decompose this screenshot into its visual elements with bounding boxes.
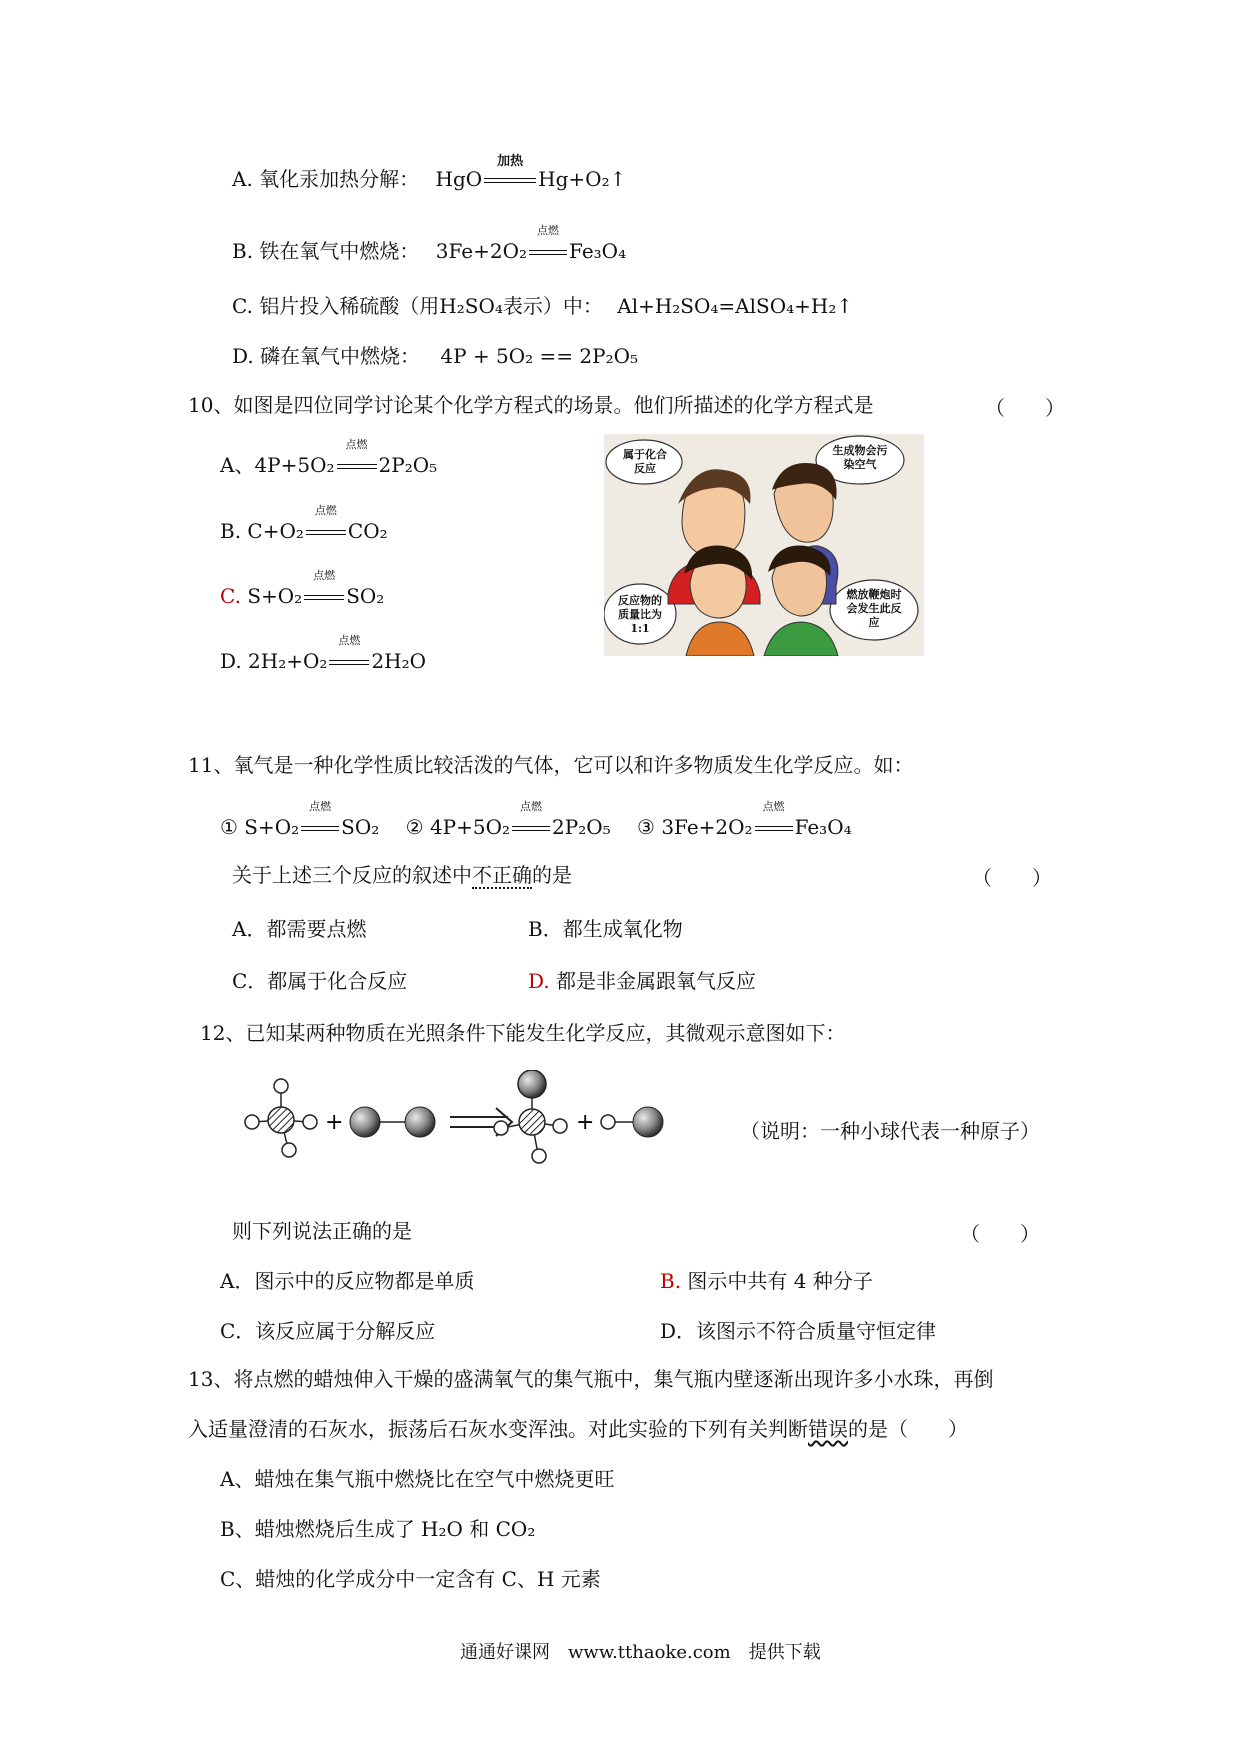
reaction-condition: 加热 [484, 166, 536, 192]
q11-question: 关于上述三个反应的叙述中不正确的是 [232, 863, 572, 887]
q9-option-d: D. 磷在氧气中燃烧： 4P + 5O₂ == 2P₂O₅ [232, 344, 639, 368]
q12-option-b: B. 图示中共有 4 种分子 [660, 1269, 873, 1293]
q12-option-d: D．该图示不符合质量守恒定律 [660, 1319, 937, 1343]
answer-blank: （ ） [960, 1222, 1040, 1246]
q12-stem: 12、已知某两种物质在光照条件下能发生化学反应，其微观示意图如下： [200, 1021, 846, 1045]
q11-reactions: ① S+O₂ 点燃 SO₂ ② 4P+5O₂ 点燃 2P₂O₅ ③ 3Fe+2O₂ 点燃 Fe₃O₄ [220, 800, 852, 839]
q13-option-c: C、蜡烛的化学成分中一定含有 C、H 元素 [220, 1567, 601, 1591]
q11-option-d: D. 都是非金属跟氧气反应 [528, 969, 757, 993]
q10-stem: 10、如图是四位同学讨论某个化学方程式的场景。他们所描述的化学方程式是 [188, 393, 874, 417]
q10-option-c: C. S+O₂ 点燃 SO₂ [220, 569, 385, 608]
q11-option-b: B．都生成氧化物 [528, 917, 683, 941]
q12-option-a: A．图示中的反应物都是单质 [220, 1269, 475, 1293]
q11-option-a: A．都需要点燃 [232, 917, 367, 941]
speech-bubble-3: 反应物的质量比为1:1 [618, 594, 662, 635]
q9-option-c: C. 铝片投入稀硫酸（用H₂SO₄表示）中： Al+H₂SO₄=AlSO₄+H₂↑ [232, 294, 854, 318]
q10-option-a: A、4P+5O₂ 点燃 2P₂O₅ [220, 438, 438, 477]
page-footer: 通通好课网 www.tthaoke.com 提供下载 [460, 1642, 821, 1663]
answer-blank: （ ） [985, 396, 1065, 420]
q11-stem: 11、氧气是一种化学性质比较活泼的气体，它可以和许多物质发生化学反应。如： [188, 753, 914, 777]
q13-stem-line2: 入适量澄清的石灰水，振荡后石灰水变浑浊。对此实验的下列有关判断错误的是（ ） [188, 1417, 968, 1441]
answer-blank: （ ） [972, 866, 1052, 890]
q9-option-b: B. 铁在氧气中燃烧： 3Fe+2O₂ 点燃 Fe₃O₄ [232, 224, 627, 263]
q12-note: （说明：一种小球代表一种原子） [740, 1119, 1040, 1143]
speech-bubble-1: 属于化合反应 [623, 448, 667, 475]
q13-stem-line1: 13、将点燃的蜡烛伸入干燥的盛满氧气的集气瓶中，集气瓶内壁逐渐出现许多小水珠，再倒 [188, 1367, 994, 1391]
q11-option-c: C．都属于化合反应 [232, 969, 408, 993]
q13-option-a: A、蜡烛在集气瓶中燃烧比在空气中燃烧更旺 [220, 1467, 615, 1491]
q10-option-d: D. 2H₂+O₂ 点燃 2H₂O [220, 634, 426, 673]
q12-option-c: C．该反应属于分解反应 [220, 1319, 436, 1343]
students-discussion-illustration [604, 434, 924, 656]
speech-bubble-2: 生成物会污染空气 [832, 444, 888, 471]
q9-option-a: A. 氧化汞加热分解： HgO 加热 Hg+O₂↑ [232, 154, 627, 191]
molecular-reaction-diagram [240, 1070, 740, 1174]
q10-option-b: B. C+O₂ 点燃 CO₂ [220, 504, 388, 543]
speech-bubble-4: 燃放鞭炮时会发生此反应 [846, 588, 902, 629]
q12-question: 则下列说法正确的是 [232, 1219, 412, 1243]
svg-text:+: + [576, 1110, 595, 1135]
svg-text:+: + [325, 1110, 344, 1135]
q13-option-b: B、蜡烛燃烧后生成了 H₂O 和 CO₂ [220, 1517, 536, 1541]
